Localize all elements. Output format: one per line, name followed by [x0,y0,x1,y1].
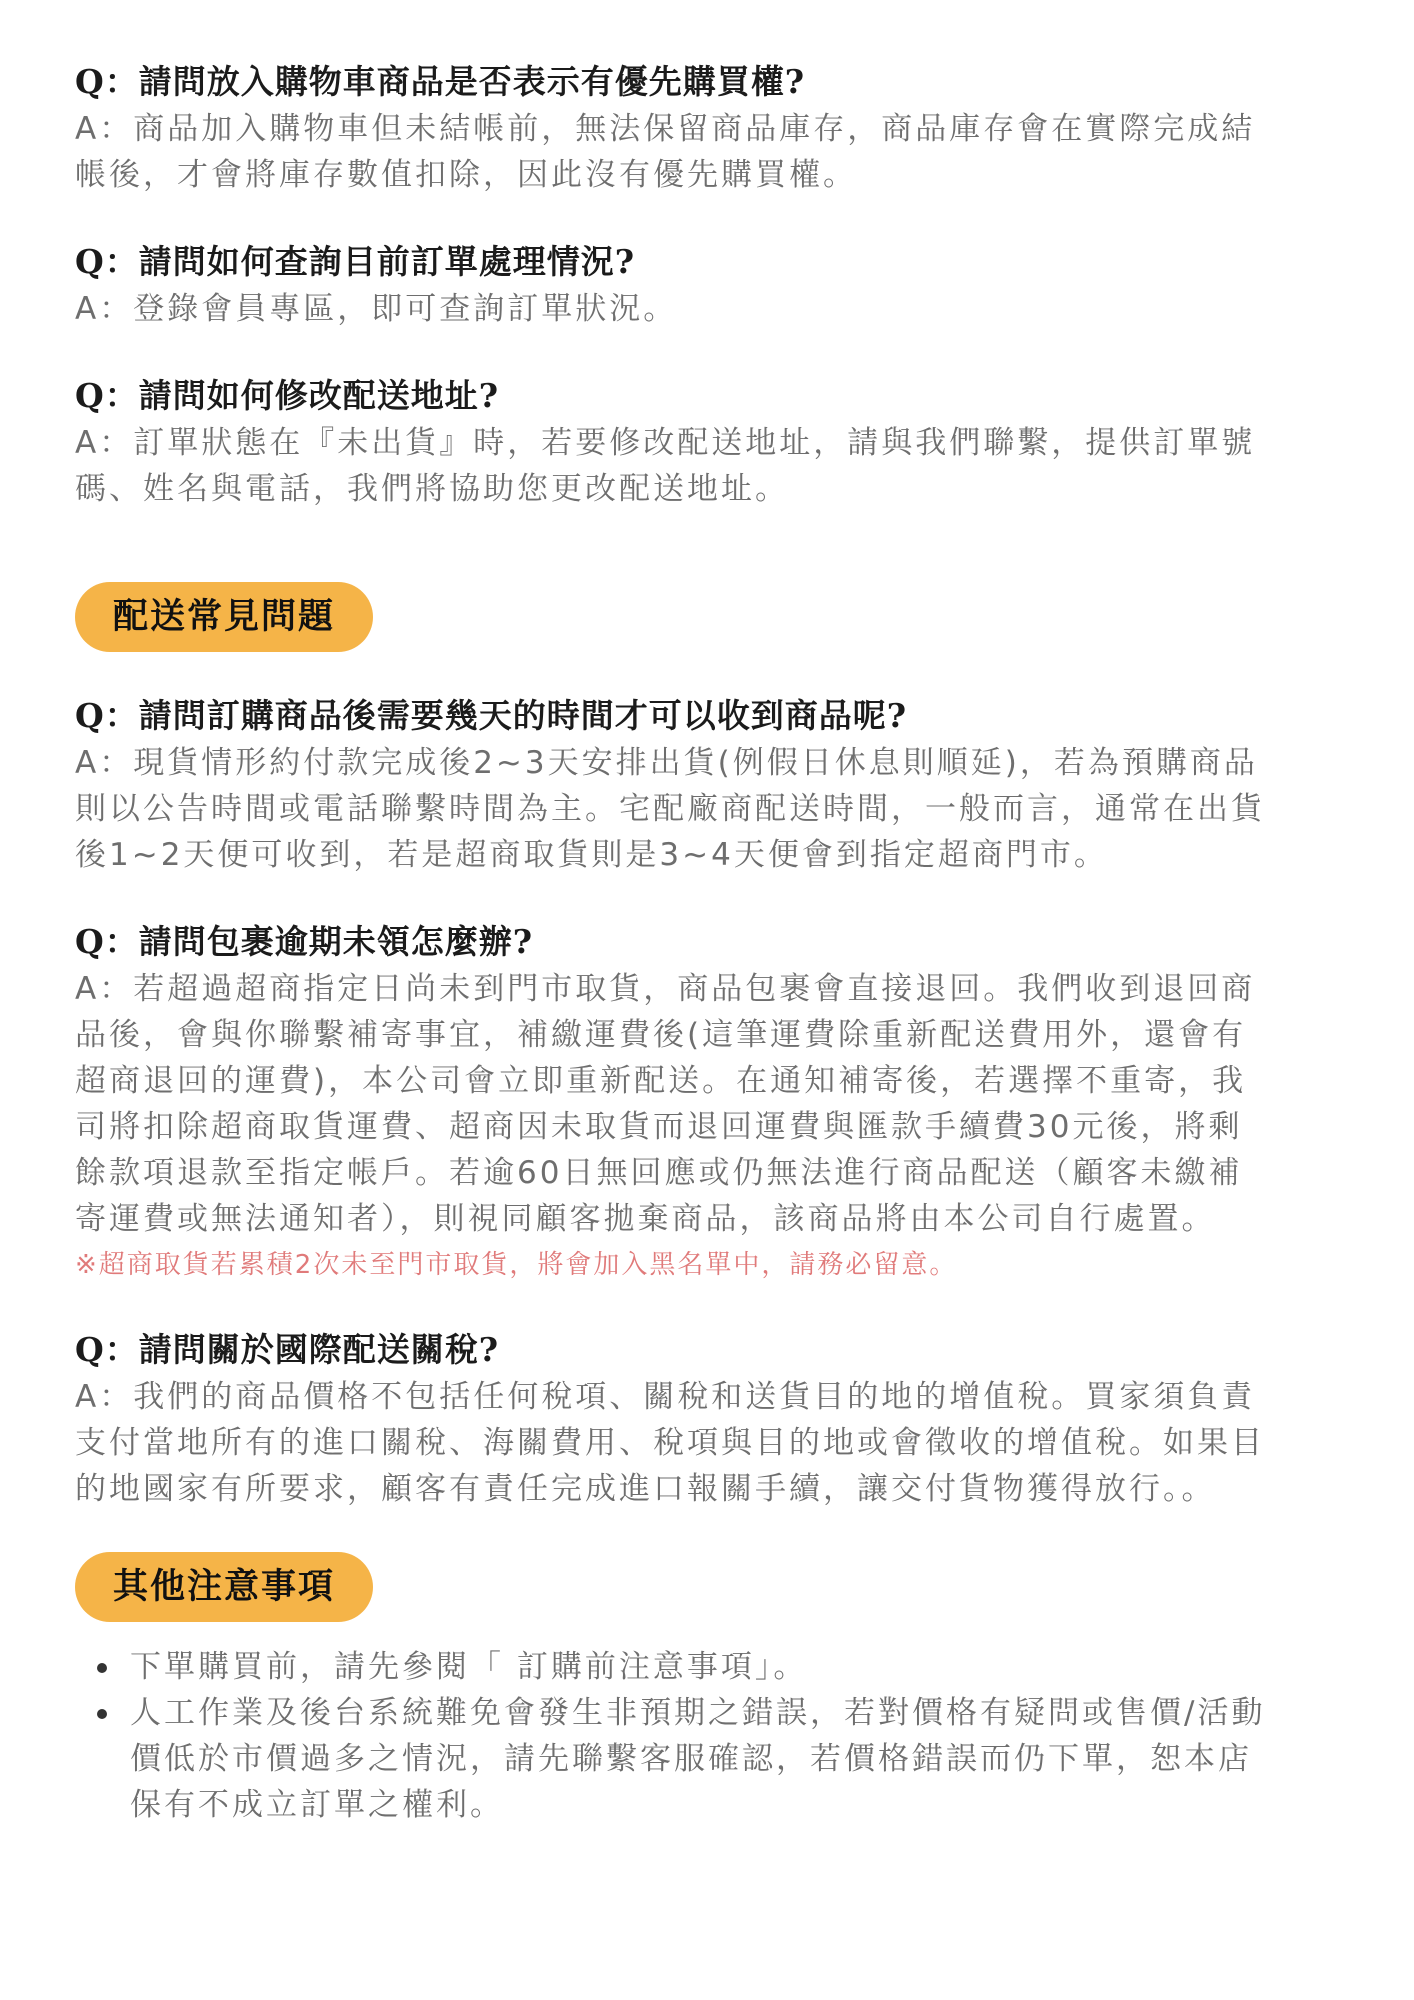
faq-question: Q：請問關於國際配送關稅? [75,1330,500,1369]
bullet-dot-icon [97,1709,107,1719]
faq-question: Q：請問包裹逾期未領怎麼辦? [75,922,534,961]
section-heading-other: 其他注意事項 [75,1552,373,1622]
list-item-text: 人工作業及後台系統難免會發生非預期之錯誤，若對價格有疑問或售價/活動價低於市價過多之情況，請先聯繫客服確認，若價格錯誤而仍下單，恕本店保有不成立訂單之權利。 [130,1695,1266,1823]
faq-answer: A：我們的商品價格不包括任何稅項、關稅和送貨目的地的增值稅。買家須負責支付當地所有的進口關稅、海關費用、稅項與目的地或會徵收的增值稅。如果目的地國家有所要求，顧客有責任完成進口報關手續，讓交付貨物獲得放行。。 [75,1379,1265,1507]
bullet-dot-icon [97,1663,107,1673]
faq-answer: A：現貨情形約付款完成後2~3天安排出貨(例假日休息則順延)，若為預購商品則以公告時間或電話聯繫時間為主。宅配廠商配送時間，一般而言，通常在出貨後1~2天便可收到，若是超商取貨則是3~4天便會到指定超商門市。 [75,745,1265,873]
other-notes-section [75,1552,1275,1828]
faq-item [75,692,1275,878]
faq-question: Q：請問放入購物車商品是否表示有優先購買權? [75,62,806,101]
faq-item [75,918,1275,1286]
faq-answer: A：商品加入購物車但未結帳前，無法保留商品庫存，商品庫存會在實際完成結帳後，才會將庫存數值扣除，因此沒有優先購買權。 [75,111,1256,193]
section-heading-shipping: 配送常見問題 [75,582,373,652]
faq-question: Q：請問如何查詢目前訂單處理情況? [75,242,636,281]
list-item [75,1690,1275,1828]
list-item [75,1644,1275,1690]
notes-list [75,1644,1275,1828]
faq-item [75,238,1275,332]
faq-item [75,1326,1275,1512]
faq-answer: A：訂單狀態在『未出貨』時，若要修改配送地址，請與我們聯繫，提供訂單號碼、姓名與電話，我們將協助您更改配送地址。 [75,425,1256,507]
faq-item [75,58,1275,198]
list-item-text: 下單購買前，請先參閱「 訂購前注意事項」。 [130,1649,808,1685]
faq-answer: A：若超過超商指定日尚未到門市取貨，商品包裹會直接退回。我們收到退回商品後，會與你聯繫補寄事宜，補繳運費後(這筆運費除重新配送費用外，還會有超商退回的運費)，本公司會立即重新配送。在通知補寄後，若選擇不重寄，我司將扣除超商取貨運費、超商因未取貨而退回運費與匯款手續費30元後，將剩餘款項退款至指定帳戶。若逾60日無回應或仍無法進行商品配送（顧客未繳補寄運費或無法通知者），則視同顧客拋棄商品，該商品將由本公司自行處置。 [75,971,1256,1237]
warning-note: ※超商取貨若累積2次未至門市取貨，將會加入黑名單中，請務必留意。 [75,1250,958,1280]
faq-question: Q：請問如何修改配送地址? [75,376,500,415]
faq-question: Q：請問訂購商品後需要幾天的時間才可以收到商品呢? [75,696,908,735]
shipping-faq-section [75,582,1275,1512]
order-faq-list [75,58,1275,512]
faq-item [75,372,1275,512]
faq-answer: A：登錄會員專區，即可查詢訂單狀況。 [75,291,678,327]
faq-page [75,58,1275,1828]
